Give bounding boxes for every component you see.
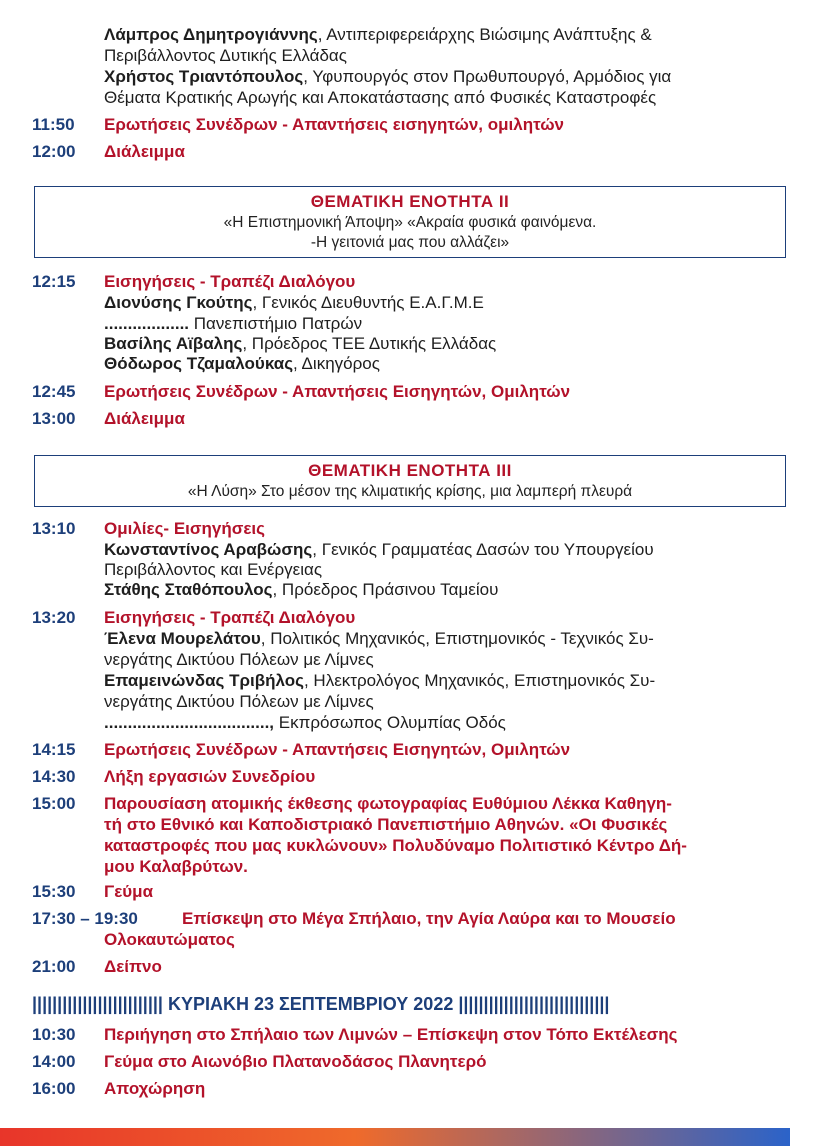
speaker-role: Πανεπιστήμιο Πατρών [189, 314, 363, 333]
speaker-role-cont: νεργάτης Δικτύου Πόλεων με Λίμνες [104, 650, 374, 669]
schedule-time: 13:20 [32, 608, 76, 627]
schedule-item-cont: μου Καλαβρύτων. [104, 857, 248, 876]
speaker-role-cont: Περιβάλλοντος και Ενέργειας [104, 560, 323, 579]
speaker-line [104, 66, 784, 87]
schedule-time: 12:00 [32, 142, 76, 161]
speaker-role: , Πρόεδρος ΤΕΕ Δυτικής Ελλάδας [242, 334, 497, 353]
schedule-item-cont: τή στο Εθνικό και Καποδιστριακό Πανεπιστήμιο Αθηνών. «Οι Φυσικές [104, 815, 668, 834]
speaker-name: Λάμπρος Δημητρογιάννης [104, 25, 318, 44]
schedule-item: Γεύμα [104, 882, 154, 901]
schedule-time: 13:10 [32, 519, 76, 538]
schedule-item: Περιήγηση στο Σπήλαιο των Λιμνών – Επίσκεψη στον Τόπο Εκτέλεσης [104, 1025, 678, 1044]
thematic-unit-title: ΘΕΜΑΤΙΚΗ ΕΝΟΤΗΤΑ ΙΙΙ [308, 461, 512, 480]
speaker-role: , Ηλεκτρολόγος Μηχανικός, Επιστημονικός Συ- [303, 671, 656, 690]
schedule-time: 21:00 [32, 957, 76, 976]
speaker-role: , Υφυπουργός στον Πρωθυπουργό, Αρμόδιος για [303, 67, 672, 86]
speaker-role-cont: Θέματα Κρατικής Αρωγής και Αποκατάστασης από Φυσικές Καταστροφές [104, 88, 657, 107]
session-heading: Εισηγήσεις - Τραπέζι Διαλόγου [104, 608, 356, 627]
divider-bars: |||||||||||||||||||||||||| [32, 994, 163, 1014]
thematic-unit-box [34, 455, 786, 507]
schedule-time: 13:00 [32, 409, 76, 428]
speaker-name: .................. [104, 314, 190, 333]
speaker-line [104, 579, 784, 600]
speaker-name: ..................................., [104, 713, 275, 732]
speaker-name: Χρήστος Τριαντόπουλος [104, 67, 304, 86]
schedule-item: Επίσκεψη στο Μέγα Σπήλαιο, την Αγία Λαύρα και το Μουσείο [182, 909, 676, 928]
speaker-line [104, 628, 784, 649]
schedule-time: 15:00 [32, 794, 76, 813]
schedule-item-cont: καταστροφές που μας κυκλώνουν» Πολυδύναμο Πολιτιστικό Κέντρο Δή- [104, 836, 687, 855]
schedule-time: 17:30 – 19:30 [32, 909, 138, 928]
schedule-time: 14:30 [32, 767, 76, 786]
schedule-item: Ερωτήσεις Συνέδρων - Απαντήσεις εισηγητών, ομιλητών [104, 115, 565, 134]
speaker-line [104, 292, 784, 313]
divider-bars: |||||||||||||||||||||||||||||| [458, 994, 610, 1014]
thematic-unit-title: ΘΕΜΑΤΙΚΗ ΕΝΟΤΗΤΑ ΙΙ [310, 192, 510, 211]
schedule-time: 14:00 [32, 1052, 76, 1071]
speaker-name: Κωνσταντίνος Αραβώσης [104, 540, 313, 559]
speaker-line [104, 670, 784, 691]
session-heading: Εισηγήσεις - Τραπέζι Διαλόγου [104, 272, 356, 291]
thematic-unit-subtitle: «Η Λύση» Στο μέσον της κλιματικής κρίσης, μια λαμπερή πλευρά [187, 483, 633, 500]
schedule-item: Λήξη εργασιών Συνεδρίου [104, 767, 316, 786]
thematic-unit-subtitle: -Η γειτονιά μας που αλλάζει» [310, 234, 510, 251]
schedule-item: Διάλειμμα [104, 409, 185, 428]
schedule-time: 12:15 [32, 272, 76, 291]
schedule-item: Δείπνο [104, 957, 162, 976]
speaker-name: Βασίλης Αϊβαλης [104, 334, 243, 353]
footer-gradient-bar [0, 1128, 790, 1146]
session-heading: Ομιλίες- Εισηγήσεις [104, 519, 265, 538]
schedule-item-cont: Ολοκαυτώματος [104, 930, 235, 949]
speaker-line [104, 712, 784, 733]
speaker-line [104, 313, 784, 334]
schedule-item: Αποχώρηση [104, 1079, 206, 1098]
schedule-item: Γεύμα στο Αιωνόβιο Πλατανοδάσος Πλανητερό [104, 1052, 487, 1071]
speaker-line [104, 24, 784, 45]
thematic-unit-box [34, 186, 786, 258]
day-label: ΚΥΡΙΑΚΗ 23 ΣΕΠΤΕΜΒΡΙΟΥ 2022 [162, 994, 459, 1014]
schedule-time: 16:00 [32, 1079, 76, 1098]
speaker-line [104, 333, 784, 354]
speaker-role: , Δικηγόρος [293, 354, 380, 373]
schedule-item: Διάλειμμα [104, 142, 185, 161]
schedule-time: 10:30 [32, 1025, 76, 1044]
schedule-item: Ερωτήσεις Συνέδρων - Απαντήσεις Εισηγητών, Ομιλητών [104, 382, 571, 401]
schedule-item: Ερωτήσεις Συνέδρων - Απαντήσεις Εισηγητών, Ομιλητών [104, 740, 571, 759]
thematic-unit-subtitle: «Η Επιστημονική Άποψη» «Ακραία φυσικά φαινόμενα. [223, 214, 597, 231]
speaker-role: Εκπρόσωπος Ολυμπίας Οδός [274, 713, 506, 732]
speaker-line [104, 539, 784, 560]
speaker-role: , Γενικός Γραμματέας Δασών του Υπουργείου [312, 540, 654, 559]
speaker-role-cont: νεργάτης Δικτύου Πόλεων με Λίμνες [104, 692, 374, 711]
speaker-name: Έλενα Μουρελάτου [104, 629, 261, 648]
speaker-name: Θόδωρος Τζαμαλούκας [104, 354, 294, 373]
speaker-role-cont: Περιβάλλοντος Δυτικής Ελλάδας [104, 46, 347, 65]
speaker-role: , Αντιπεριφερειάρχης Βιώσιμης Ανάπτυξης & [317, 25, 652, 44]
schedule-item: Παρουσίαση ατομικής έκθεσης φωτογραφίας Ευθύμιου Λέκκα Καθηγη- [104, 794, 672, 813]
speaker-role: , Γενικός Διευθυντής Ε.Α.Γ.Μ.Ε [252, 293, 484, 312]
schedule-time: 11:50 [32, 115, 75, 134]
schedule-time: 15:30 [32, 882, 76, 901]
schedule-time: 12:45 [32, 382, 76, 401]
speaker-name: Διονύσης Γκούτης [104, 293, 253, 312]
schedule-time: 14:15 [32, 740, 76, 759]
speaker-name: Στάθης Σταθόπουλος [104, 580, 273, 599]
speaker-name: Επαμεινώνδας Τριβήλος [104, 671, 304, 690]
speaker-line [104, 353, 784, 374]
speaker-role: , Πολιτικός Μηχανικός, Επιστημονικός - Τεχνικός Συ- [260, 629, 654, 648]
speaker-role: , Πρόεδρος Πράσινου Ταμείου [272, 580, 499, 599]
day-divider [32, 994, 792, 1015]
